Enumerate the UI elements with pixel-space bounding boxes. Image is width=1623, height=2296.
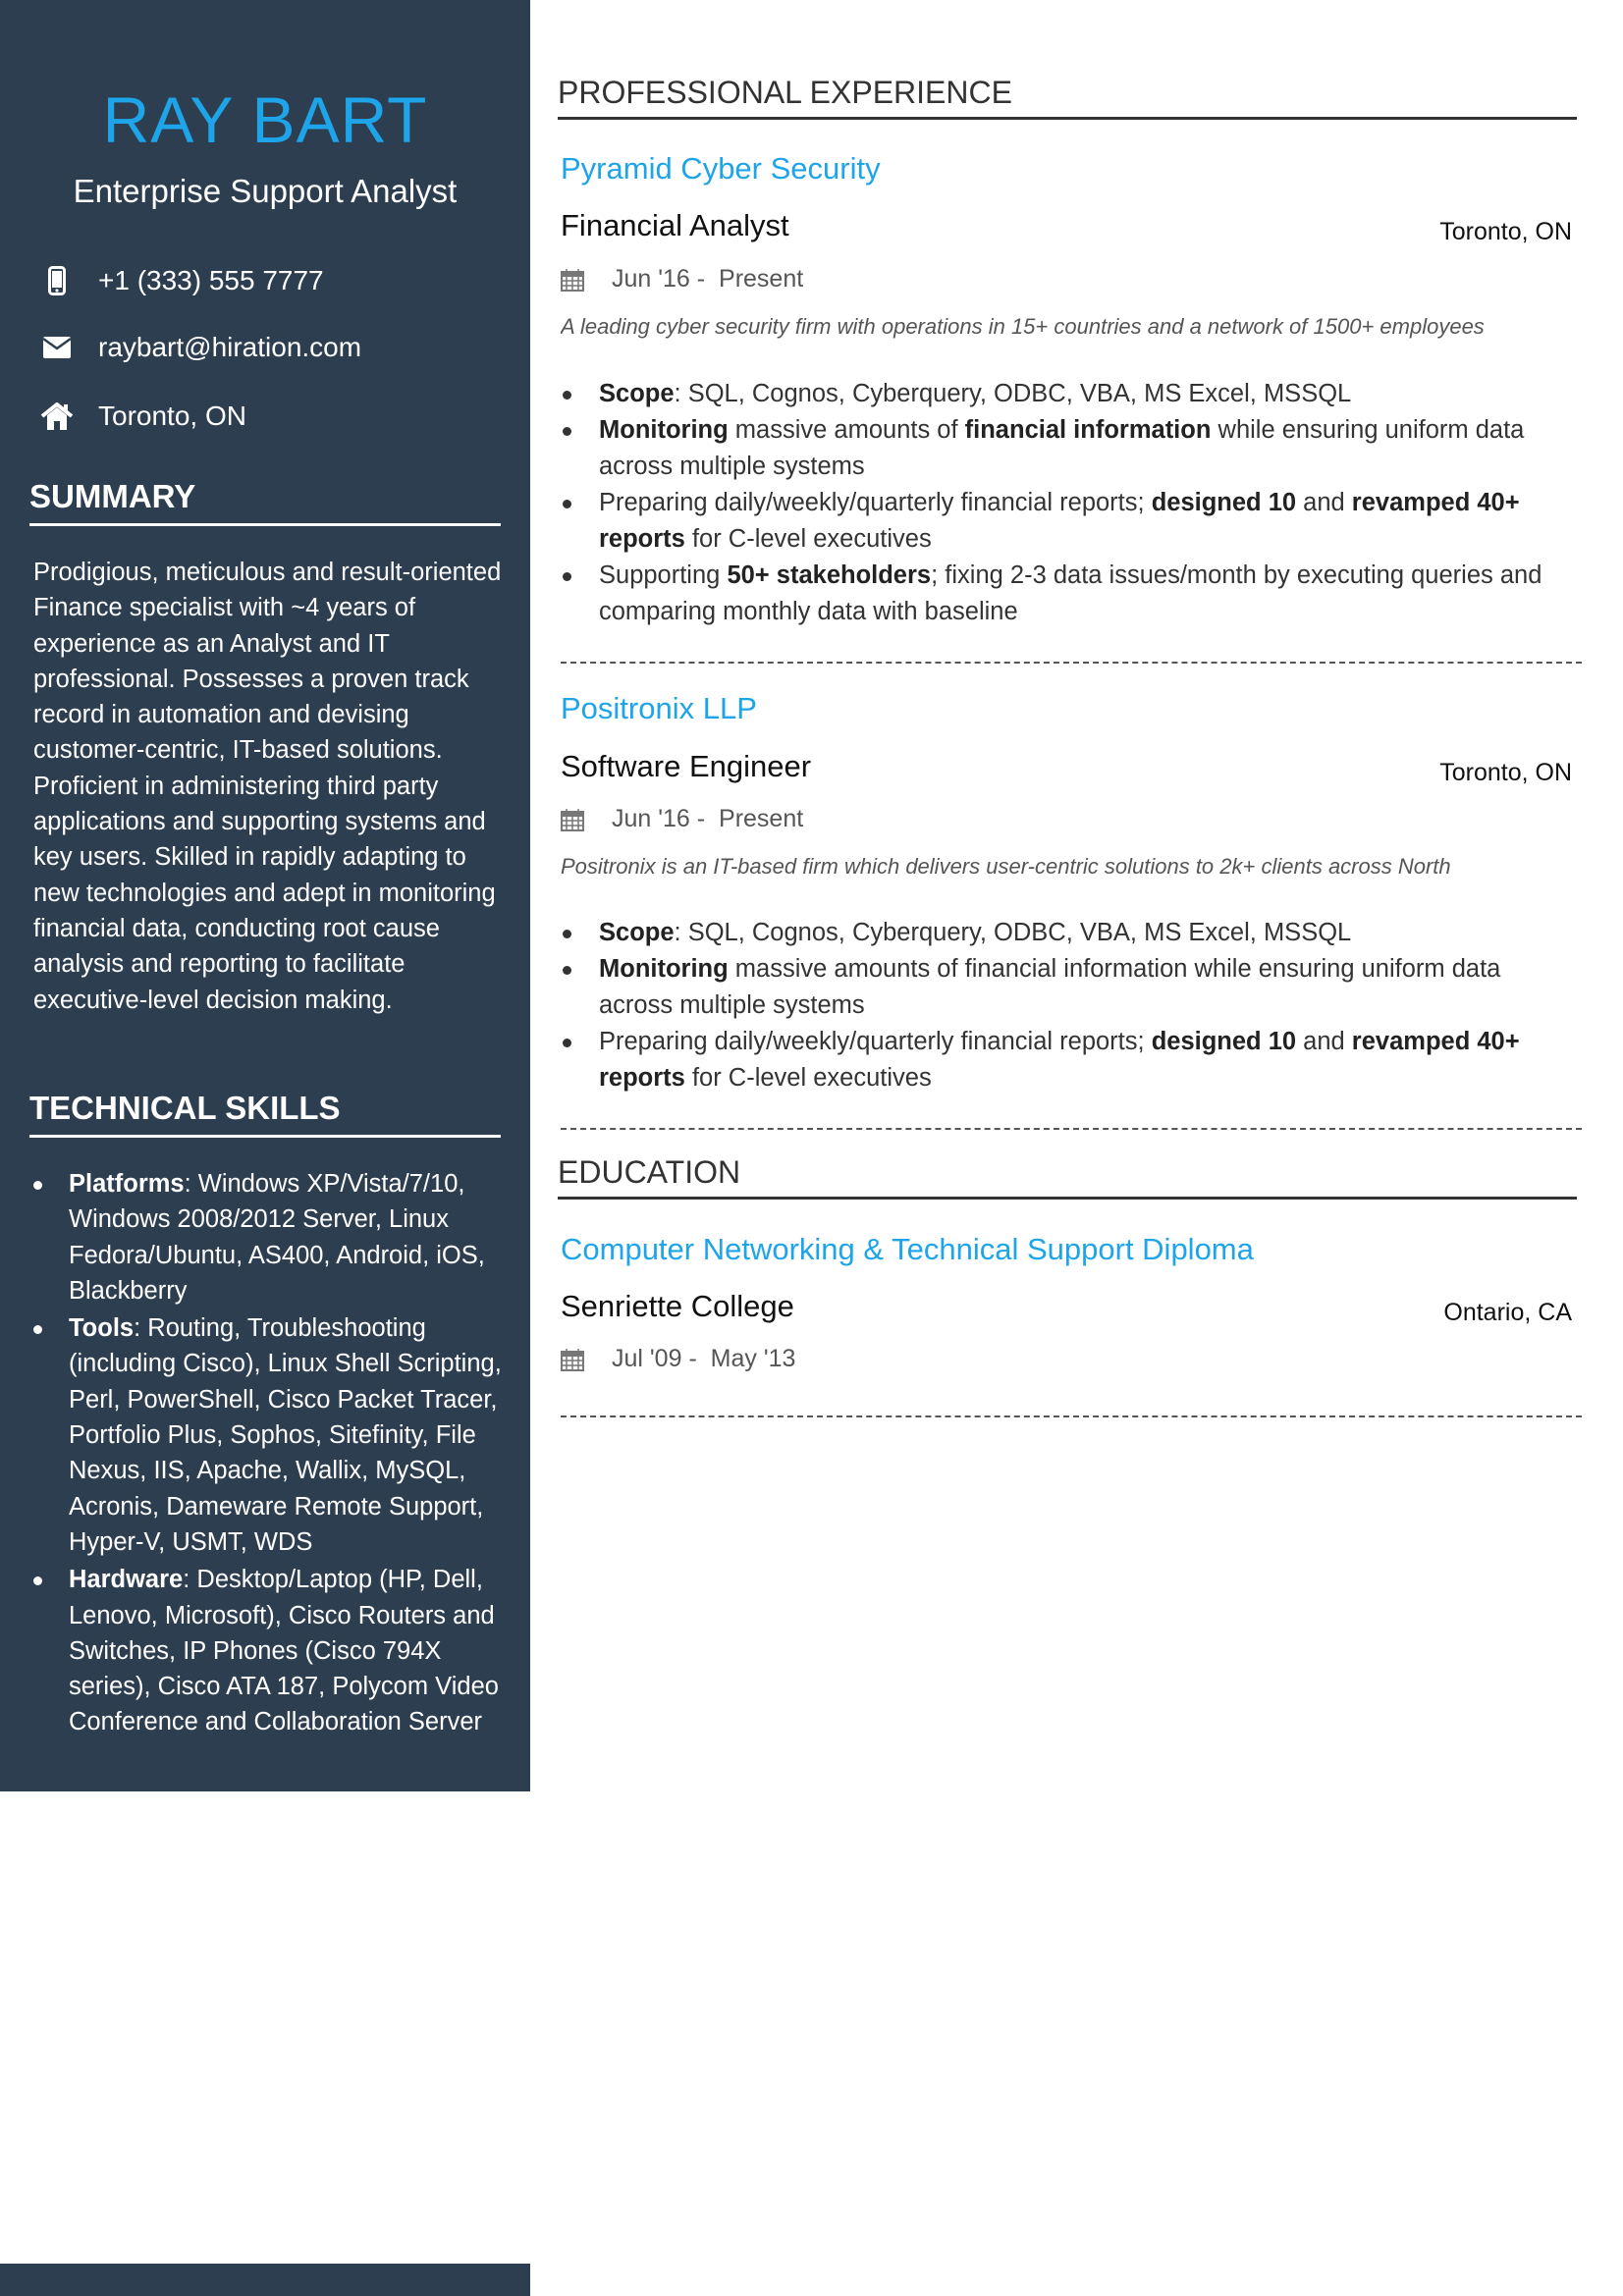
date-sep: -	[696, 265, 706, 293]
job-title: Software Engineer	[561, 749, 812, 783]
candidate-name: RAY BART	[102, 83, 428, 156]
home-icon	[39, 402, 75, 430]
summary-text: Prodigious, meticulous and result-oriented Finance specialist with ~4 years of experience as an Analyst and IT professional. Possesses a proven track record in automation and devising customer-centric, IT-based solutions. Proficient in administering third party applications and supporting systems and key users. Skilled in rapidly adapting to new technologies and adept in monitoring financial data, conducting root cause analysis and reporting to facilitate executive-level decision making.	[33, 559, 502, 1014]
bold-text: Monitoring	[599, 955, 729, 983]
date-end: May '13	[710, 1345, 796, 1372]
job-location: Toronto, ON	[1439, 218, 1572, 245]
bullet	[561, 485, 1577, 558]
bold-text: financial information	[964, 416, 1212, 444]
skill-item	[29, 1562, 507, 1739]
date-end: Present	[719, 805, 804, 832]
education-degree: Computer Networking & Technical Support Diploma	[561, 1232, 1254, 1266]
text: massive amounts of financial information while ensuring uniform data across multiple systems	[599, 955, 1501, 1019]
skill-text: : Windows XP/Vista/7/10, Windows 2008/2012 Server, Linux Fedora/Ubuntu, AS400, Android, iOS, Blackberry	[69, 1170, 485, 1305]
skills-heading: TECHNICAL SKILLS	[29, 1090, 501, 1138]
divider	[561, 1415, 1582, 1417]
bullet	[561, 1024, 1577, 1096]
experience-heading: PROFESSIONAL EXPERIENCE	[558, 75, 1577, 120]
date-start: Jul '09	[612, 1345, 682, 1372]
skill-text: : Desktop/Laptop (HP, Dell, Lenovo, Microsoft), Cisco Routers and Switches, IP Phones (Cisco 794X series), Cisco ATA 187, Polycom Video Conference and Collaboration Server	[69, 1566, 499, 1736]
bold-text: revamped 40+ reports	[599, 489, 1520, 553]
skills-list	[29, 1166, 507, 1742]
bullet	[561, 915, 1577, 951]
skill-label: Hardware	[69, 1566, 184, 1594]
job-dates	[561, 265, 803, 294]
text: for C-level executives	[684, 1064, 932, 1092]
bullet	[561, 558, 1577, 630]
bullet	[561, 376, 1577, 412]
education-dates	[561, 1345, 795, 1373]
contact-email	[39, 332, 361, 363]
text: : SQL, Cognos, Cyberquery, ODBC, VBA, MS Excel, MSSQL	[674, 919, 1352, 946]
text: Supporting	[599, 561, 728, 589]
text: Preparing daily/weekly/quarterly financial reports;	[599, 1028, 1152, 1055]
contact-phone	[39, 265, 324, 296]
text: for C-level executives	[684, 525, 932, 553]
skill-item	[29, 1310, 507, 1560]
date-sep: -	[688, 1345, 697, 1372]
job-description: A leading cyber security firm with operations in 15+ countries and a network of 1500+ employees	[561, 314, 1485, 339]
job-company: Positronix LLP	[561, 691, 757, 725]
text: Preparing daily/weekly/quarterly financial reports;	[599, 489, 1152, 516]
skill-label: Platforms	[69, 1170, 185, 1198]
contact-location	[39, 400, 246, 432]
education-school: Senriette College	[561, 1289, 794, 1323]
job-dates	[561, 805, 803, 833]
divider	[561, 1128, 1582, 1130]
date-end: Present	[719, 265, 804, 293]
text: and	[1296, 1028, 1352, 1055]
bold-text: Monitoring	[599, 416, 729, 444]
job-bullets	[561, 915, 1577, 1096]
education-heading: EDUCATION	[558, 1154, 1577, 1200]
sidebar-footer-strip	[0, 2264, 530, 2296]
bullet	[561, 951, 1577, 1024]
phone-text: +1 (333) 555 7777	[98, 265, 324, 295]
skill-text: : Routing, Troubleshooting (including Cisco), Linux Shell Scripting, Perl, PowerShell, Cisco Packet Tracer, Portfolio Plus, Sophos, Sitefinity, File Nexus, IIS, Apache, Wallix, MySQL, Acronis, Dameware Remote Support, Hyper-V, USMT, WDS	[69, 1314, 502, 1556]
education-location: Ontario, CA	[1443, 1299, 1572, 1326]
text: and	[1296, 489, 1352, 516]
location-text: Toronto, ON	[98, 400, 246, 431]
bold-text: designed 10	[1151, 1028, 1297, 1055]
date-sep: -	[696, 805, 706, 832]
calendar-icon	[561, 268, 584, 292]
bullet	[561, 412, 1577, 485]
text: while ensuring uniform data across multiple systems	[599, 416, 1525, 480]
text: massive amounts of	[728, 416, 965, 444]
job-company: Pyramid Cyber Security	[561, 151, 881, 186]
job-location: Toronto, ON	[1439, 759, 1572, 786]
phone-icon	[39, 266, 75, 295]
bold-text: 50+ stakeholders	[727, 561, 932, 589]
text: : SQL, Cognos, Cyberquery, ODBC, VBA, MS Excel, MSSQL	[674, 380, 1352, 407]
skill-item	[29, 1166, 507, 1308]
bold-text: Scope	[599, 380, 675, 407]
divider	[561, 662, 1582, 664]
date-start: Jun '16	[612, 265, 690, 293]
text: ; fixing 2-3 data issues/month by executing queries and comparing monthly data with baseline	[599, 561, 1542, 625]
job-bullets	[561, 376, 1577, 630]
job-description: Positronix is an IT-based firm which delivers user-centric solutions to 2k+ clients across North	[561, 854, 1451, 879]
envelope-icon	[39, 337, 75, 358]
job-title: Financial Analyst	[561, 208, 789, 242]
bold-text: designed 10	[1151, 489, 1297, 516]
skill-label: Tools	[69, 1314, 135, 1343]
date-start: Jun '16	[612, 805, 690, 832]
summary-heading: SUMMARY	[29, 478, 501, 526]
bold-text: revamped 40+ reports	[599, 1028, 1520, 1092]
candidate-role: Enterprise Support Analyst	[73, 173, 458, 209]
calendar-icon	[561, 1348, 584, 1371]
email-text[interactable]: raybart@hiration.com	[98, 332, 362, 362]
calendar-icon	[561, 808, 584, 831]
bold-text: Scope	[599, 919, 675, 946]
